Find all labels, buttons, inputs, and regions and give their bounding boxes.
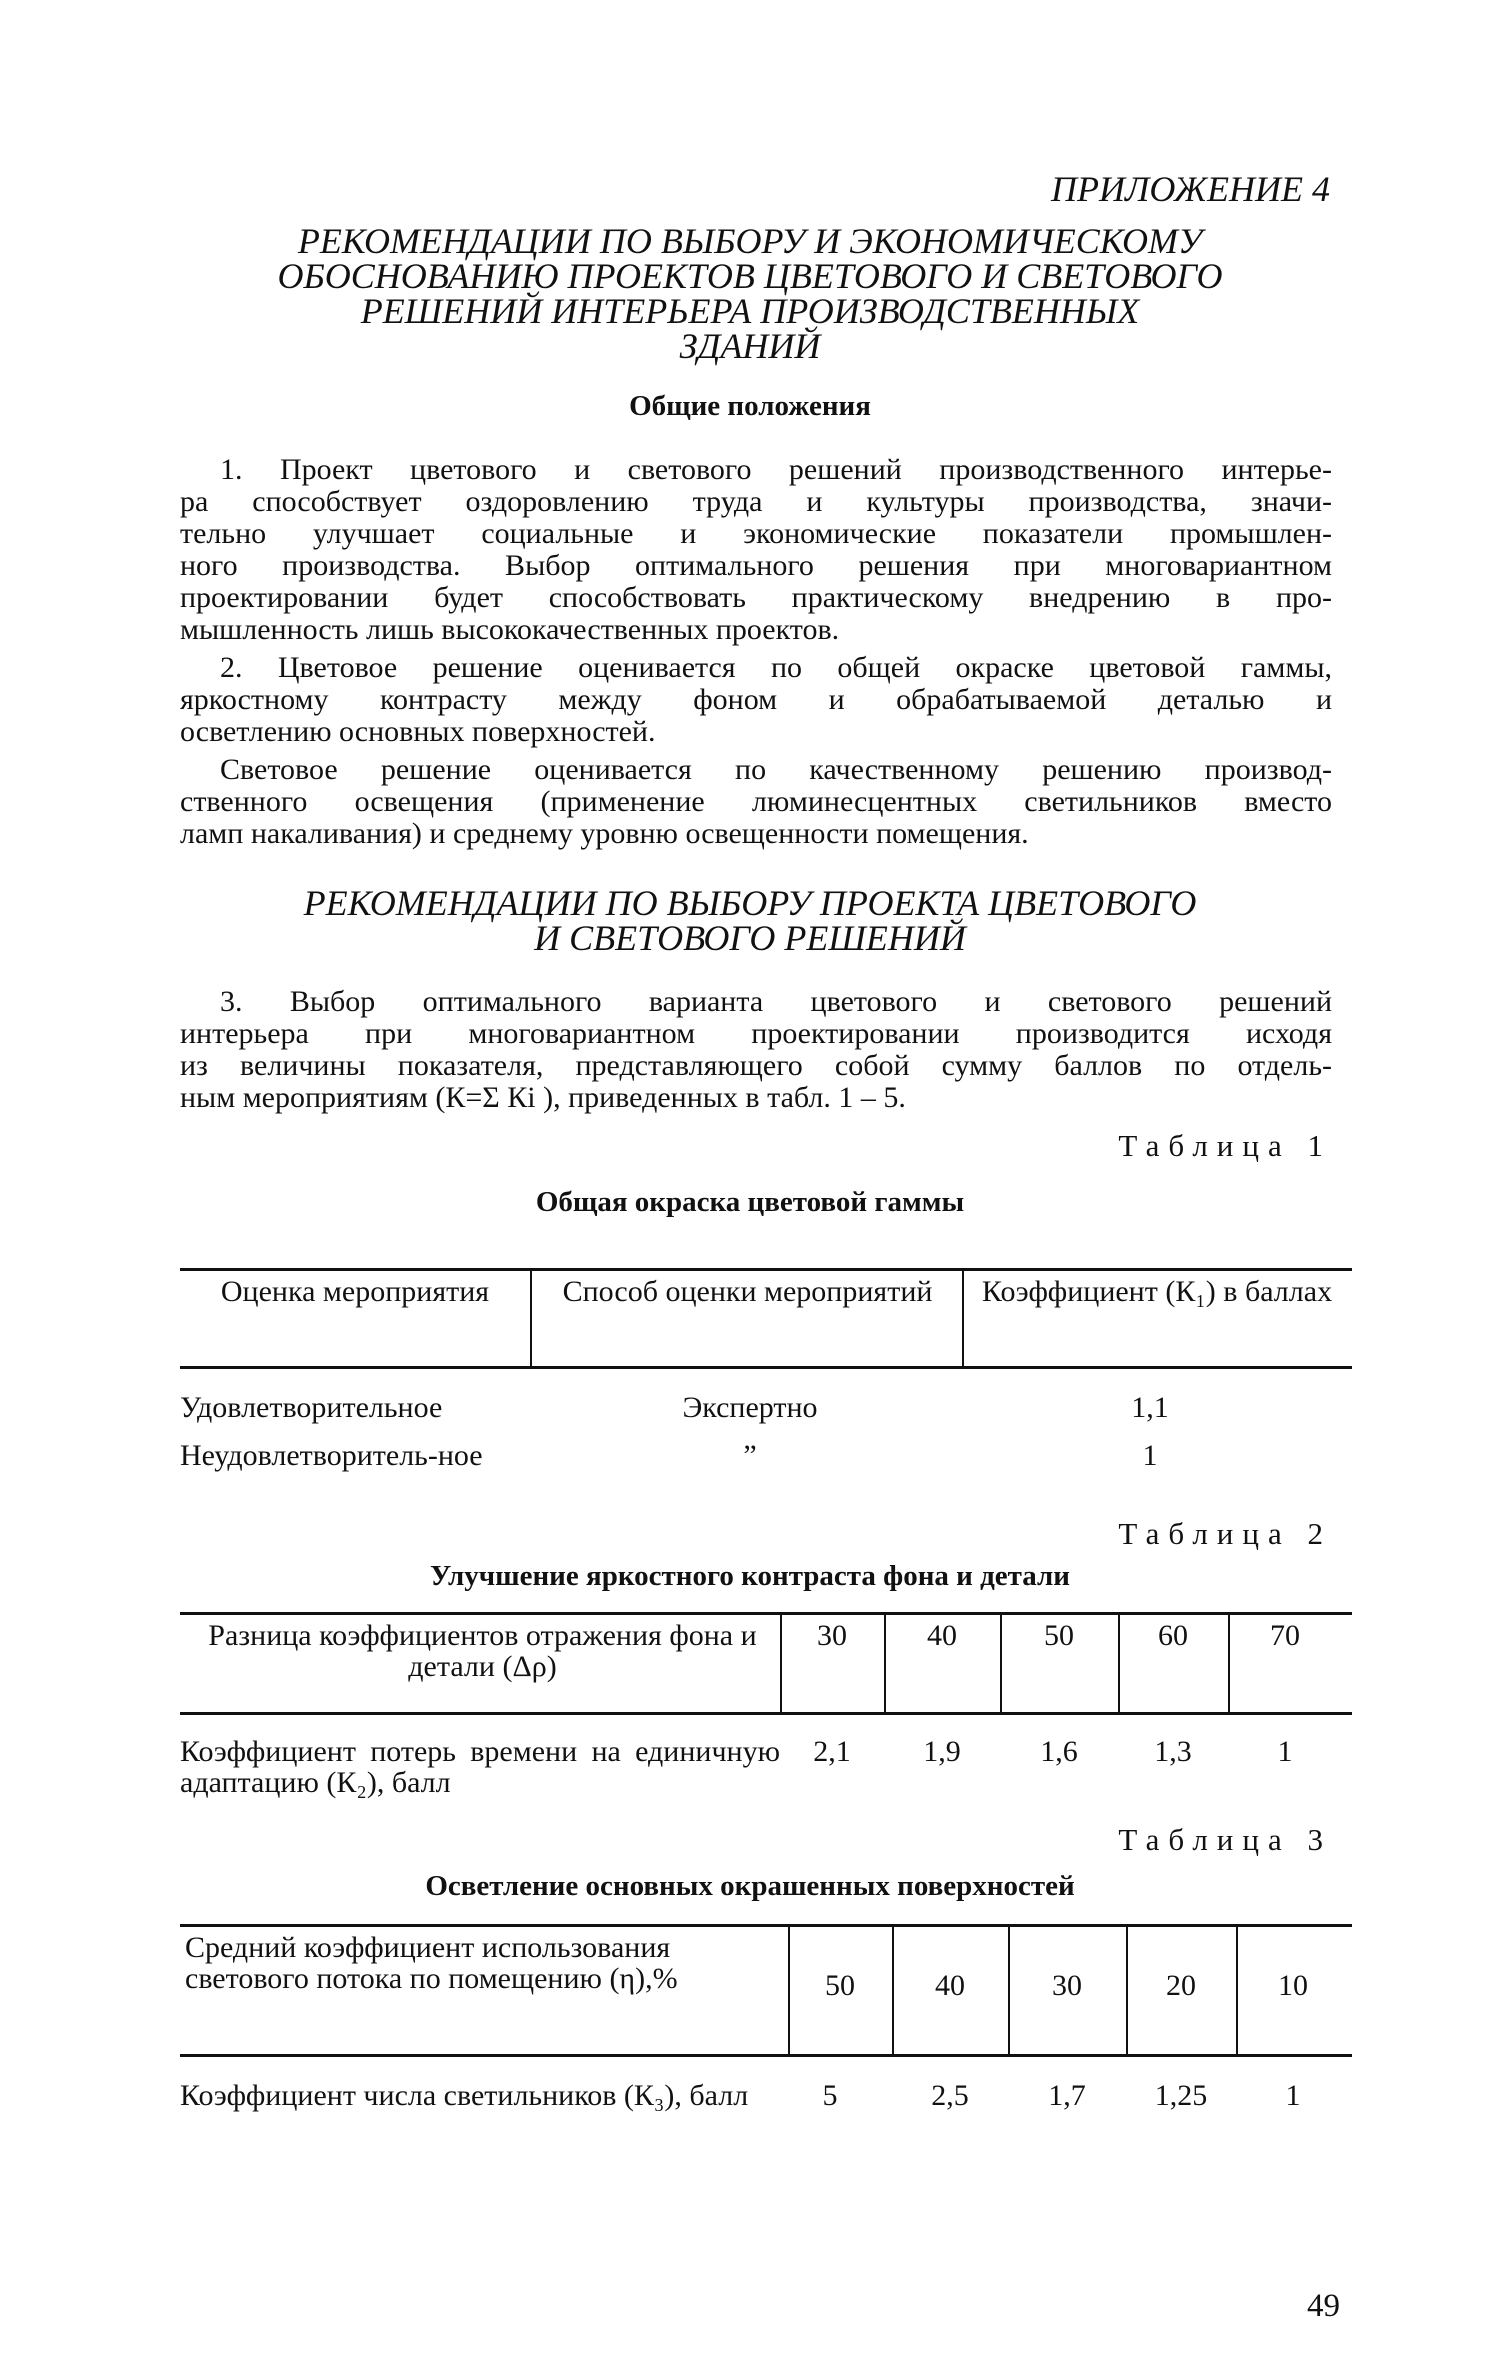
table3-value: 5 bbox=[822, 2079, 838, 2112]
appendix-label: ПРИЛОЖЕНИЕ 4 bbox=[1051, 169, 1330, 209]
table3-header-col: 40 bbox=[935, 1969, 965, 2002]
table3-title: Осветление основных окрашенных поверхностей bbox=[425, 1870, 1075, 1902]
text-line: ра способствует оздоровлению труда и культуры производства, значи- bbox=[180, 486, 1332, 518]
text-line: тельно улучшает социальные и экономические показатели промышлен- bbox=[180, 518, 1332, 550]
table1-col-divider bbox=[530, 1268, 532, 1368]
paragraph-2 bbox=[180, 652, 1332, 748]
table2-value: 1,9 bbox=[923, 1735, 961, 1768]
table3-value: 1,7 bbox=[1048, 2079, 1086, 2112]
text-line: ственного освещения (применение люминесцентных светильников вместо bbox=[180, 786, 1332, 818]
table3-value: 1 bbox=[1285, 2079, 1301, 2112]
table1-cell-coef: 1,1 bbox=[1131, 1391, 1169, 1424]
text-line: из величины показателя, представляющего собой сумму баллов по отдель- bbox=[180, 1050, 1332, 1082]
table1-cell-assessment: Удовлетворительное bbox=[180, 1391, 443, 1424]
table1-header-method: Способ оценки мероприятий bbox=[562, 1275, 933, 1308]
text-line: ного производства. Выбор оптимального решения при многовариантном bbox=[180, 550, 1332, 582]
text-line: ламп накаливания) и среднему уровню освещенности помещения. bbox=[180, 818, 1029, 850]
main-title-line: РЕКОМЕНДАЦИИ ПО ВЫБОРУ И ЭКОНОМИЧЕСКОМУ bbox=[297, 221, 1203, 261]
table2-header-col: 40 bbox=[927, 1619, 957, 1652]
table3-header-col: 30 bbox=[1052, 1969, 1082, 2002]
table2-value: 1,6 bbox=[1040, 1735, 1078, 1768]
table3-header-col: 20 bbox=[1166, 1969, 1196, 2002]
text-line: 3. Выбор оптимального варианта цветового и светового решений bbox=[220, 986, 1332, 1018]
table2-value: 1,3 bbox=[1154, 1735, 1192, 1768]
text-line: мышленность лишь высококачественных проектов. bbox=[180, 614, 840, 646]
table3-header-col: 50 bbox=[825, 1969, 855, 2002]
table1-cell-coef: 1 bbox=[1142, 1439, 1158, 1472]
table1-cell-method: Экспертно bbox=[682, 1391, 818, 1424]
table3-header-rule bbox=[180, 2054, 1352, 2057]
table3-value: 1,25 bbox=[1154, 2079, 1208, 2112]
main-title-line: РЕШЕНИЙ ИНТЕРЬЕРА ПРОИЗВОДСТВЕННЫХ bbox=[360, 291, 1140, 331]
table1-header-rule bbox=[180, 1366, 1352, 1369]
table3-row-label: Коэффициент числа светильников (К₃), балл bbox=[180, 2079, 749, 2112]
main-title bbox=[180, 221, 1320, 366]
text-line: яркостному контрасту между фоном и обрабатываемой деталью и bbox=[180, 684, 1332, 716]
main-title-line: ОБОСНОВАНИЮ ПРОЕКТОВ ЦВЕТОВОГО И СВЕТОВОГО bbox=[277, 256, 1223, 296]
text-line: 2. Цветовое решение оценивается по общей окраске цветовой гаммы, bbox=[220, 652, 1332, 684]
table3-top-rule bbox=[180, 1924, 1352, 1927]
section-heading-general: Общие положения bbox=[629, 390, 871, 422]
page-number: 49 bbox=[1307, 2288, 1340, 2324]
table2-header-col: 60 bbox=[1158, 1619, 1188, 1652]
table2-title: Улучшение яркостного контраста фона и детали bbox=[429, 1560, 1071, 1592]
main-title-line: ЗДАНИЙ bbox=[679, 326, 821, 366]
text-line: проектировании будет способствовать практическому внедрению в про- bbox=[180, 582, 1332, 614]
table2-value: 2,1 bbox=[813, 1735, 851, 1768]
table2-top-rule bbox=[180, 1612, 1352, 1615]
section-title-line: РЕКОМЕНДАЦИИ ПО ВЫБОРУ ПРОЕКТА ЦВЕТОВОГО bbox=[303, 883, 1197, 923]
table1-top-rule bbox=[180, 1268, 1352, 1271]
table2-header-label: Разница коэффициентов отражения фона и детали (Δρ) bbox=[208, 1619, 757, 1683]
table1-caption: Таблица 1 bbox=[1118, 1128, 1332, 1163]
section-title-line: И СВЕТОВОГО РЕШЕНИЙ bbox=[534, 918, 966, 958]
text-line: Световое решение оценивается по качественному решению производ- bbox=[220, 754, 1332, 786]
paragraph-1 bbox=[180, 454, 1332, 646]
table1-header-coef: Коэффициент (К₁) в баллах bbox=[981, 1275, 1333, 1308]
table1-cell-method: ” bbox=[743, 1439, 757, 1472]
text-line: интерьера при многовариантном проектировании производится исходя bbox=[180, 1018, 1332, 1050]
text-line: ным мероприятиям (К=Σ Кi ), приведенных в табл. 1 – 5. bbox=[180, 1082, 906, 1114]
paragraph-3 bbox=[180, 754, 1332, 850]
table3-caption: Таблица 3 bbox=[1118, 1822, 1332, 1857]
table2-header-rule bbox=[180, 1712, 1352, 1715]
text-line: 1. Проект цветового и светового решений производственного интерье- bbox=[220, 454, 1332, 486]
table1-title: Общая окраска цветовой гаммы bbox=[535, 1186, 965, 1218]
table1-header-assessment: Оценка мероприятия bbox=[220, 1275, 490, 1308]
table2-row-label: Коэффициент потерь времени на единичную адаптацию (К₂), балл bbox=[180, 1735, 780, 1799]
section-title-recommendations bbox=[180, 883, 1320, 958]
table3-header-label: Средний коэффициент использования светового потока по помещению (η),% bbox=[185, 1931, 678, 1995]
table1-col-divider bbox=[962, 1268, 964, 1368]
table2-caption: Таблица 2 bbox=[1118, 1516, 1332, 1551]
table1-cell-assessment: Неудовлетворитель-ное bbox=[180, 1439, 483, 1472]
table2-value: 1 bbox=[1277, 1735, 1293, 1768]
text-line: осветлению основных поверхностей. bbox=[180, 716, 656, 748]
table3-value: 2,5 bbox=[931, 2079, 969, 2112]
table2-header-col: 70 bbox=[1270, 1619, 1300, 1652]
table3-header-col: 10 bbox=[1278, 1969, 1308, 2002]
paragraph-4 bbox=[180, 986, 1332, 1114]
table2-header-col: 50 bbox=[1044, 1619, 1074, 1652]
table2-header-col: 30 bbox=[817, 1619, 847, 1652]
